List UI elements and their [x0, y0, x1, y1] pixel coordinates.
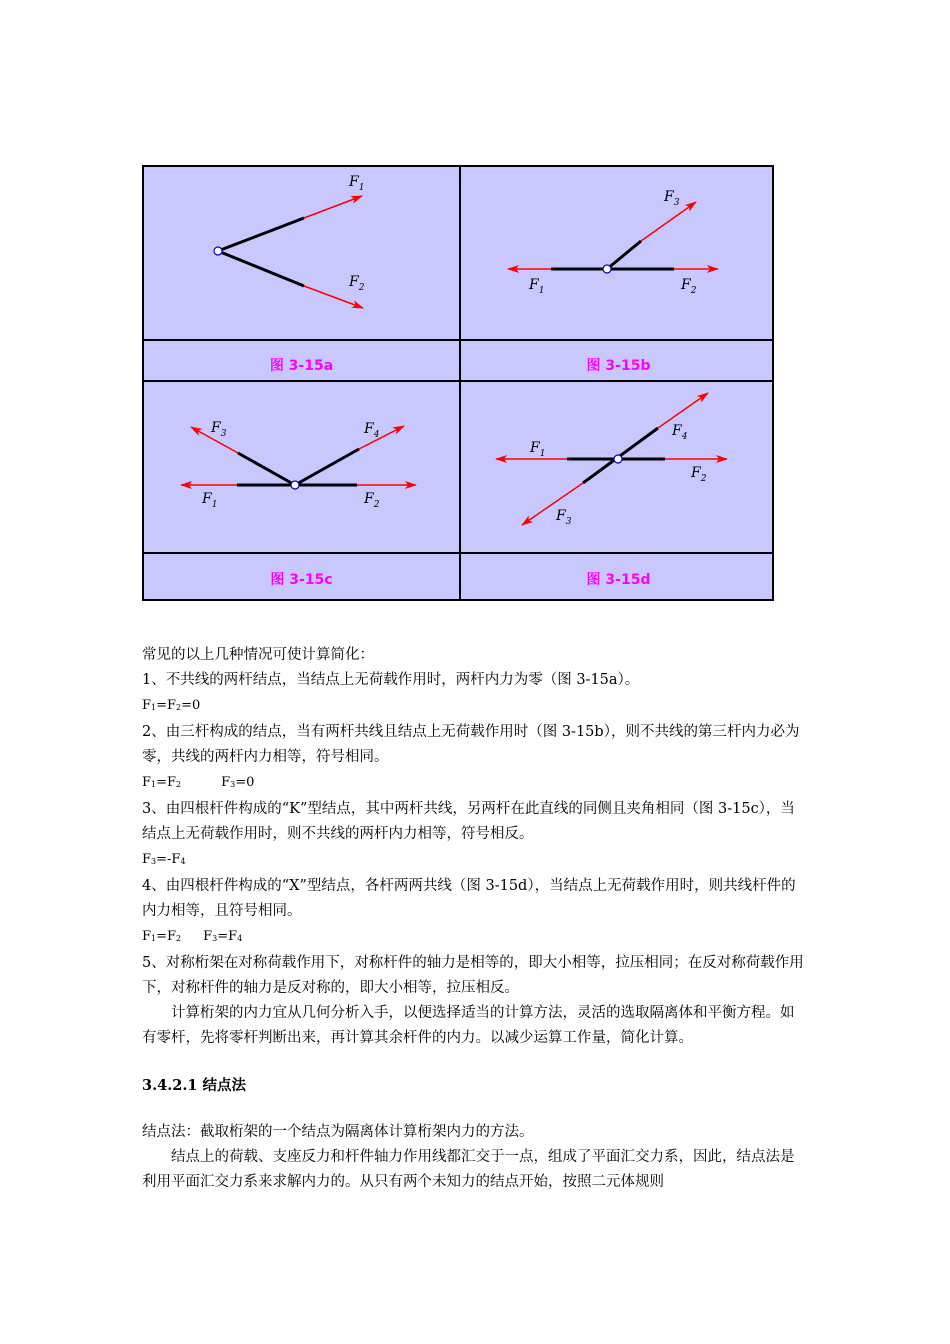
- panel-a-diagram: [214, 174, 365, 308]
- label-f3: $F_3$: [556, 508, 572, 527]
- rule-3: 3、由四根杆件构成的“K”型结点，其中两杆共线，另两杆在此直线的同侧且夹角相同（图 3-15c），当结点上无荷载作用时，则不共线的两杆内力相等，符号相反。: [142, 801, 795, 842]
- equation-3: $F_3=-F_4$: [142, 852, 186, 867]
- grid-divider-3: [144, 552, 772, 554]
- section-heading: 3.4.2.1 结点法: [142, 1077, 247, 1094]
- member-4: [295, 449, 359, 485]
- rule-1: 1、不共线的两杆结点，当结点上无荷载作用时，两杆内力为零（图 3-15a）。: [142, 672, 640, 688]
- joint-node: [214, 247, 222, 255]
- label-f1: $F_1$: [529, 277, 545, 296]
- label-f1: $F_1$: [349, 174, 365, 193]
- caption-3-15a: 图 3-15a: [269, 358, 334, 374]
- rule-4: 4、由四根杆件构成的“X”型结点，各杆两两共线（图 3-15d），当结点上无荷载作用时，则共线杆件的内力相等，且符号相同。: [142, 878, 796, 919]
- label-f2: $F_2$: [349, 274, 365, 293]
- figure-3-15: [142, 165, 774, 601]
- label-f1: $F_1$: [530, 440, 546, 459]
- force-arrow-f4: [658, 393, 708, 428]
- grid-divider-2: [144, 380, 772, 382]
- grid-divider-1: [144, 339, 772, 341]
- caption-3-15c: 图 3-15c: [270, 572, 333, 588]
- joint-node: [291, 481, 299, 489]
- caption-3-15d: 图 3-15d: [586, 572, 651, 588]
- paragraph-analysis: 计算桁架的内力宜从几何分析入手，以便选择适当的计算方法，灵活的选取隔离体和平衡方程。如有零杆，先将零杆判断出来，再计算其余杆件的内力。以减少运算工作量，简化计算。: [142, 1005, 795, 1046]
- caption-3-15b: 图 3-15b: [586, 358, 651, 374]
- rule-5: 5、对称桁架在对称荷载作用下，对称杆件的轴力是相等的，即大小相等，拉压相同；在反对称荷载作用下，对称杆件的轴力是反对称的，即大小相等，拉压相反。: [142, 955, 804, 996]
- force-arrow-f1: [304, 196, 362, 218]
- rule-2: 2、由三杆构成的结点，当有两杆共线且结点上无荷载作用时（图 3-15b），则不共线的第三杆内力必为零，共线的两杆内力相等，符号相同。: [142, 724, 800, 765]
- label-f1: $F_1$: [202, 491, 218, 510]
- force-arrow-f3: [522, 483, 583, 525]
- panel-b-diagram: [508, 189, 718, 296]
- label-f3: $F_3$: [664, 189, 680, 208]
- label-f2: $F_2$: [691, 465, 707, 484]
- label-f4: $F_4$: [672, 423, 688, 442]
- definition-line: 结点法：截取桁架的一个结点为隔离体计算桁架内力的方法。: [142, 1124, 534, 1140]
- label-f3: $F_3$: [211, 420, 227, 439]
- grid-divider-vertical: [459, 167, 461, 599]
- label-f2: $F_2$: [364, 491, 380, 510]
- equation-1: $F_1=F_2=0$: [142, 698, 201, 713]
- member-3: [607, 241, 641, 269]
- joint-node: [614, 455, 622, 463]
- equation-4: $F_1=F_2$ $F_3=F_4$: [142, 929, 243, 944]
- body-text: [142, 643, 804, 1195]
- label-f4: $F_4$: [364, 421, 380, 440]
- intro-line: 常见的以上几种情况可使计算简化：: [142, 647, 374, 663]
- panel-c-diagram: [181, 420, 416, 510]
- member-2: [218, 251, 304, 286]
- equation-2: $F_1=F_2$ $F_3=0$: [142, 775, 255, 790]
- member-3: [238, 453, 295, 485]
- paragraph-joint-method: 结点上的荷载、支座反力和杆件轴力作用线都汇交于一点，组成了平面汇交力系，因此，结点法是利用平面汇交力系来求解内力的。从只有两个未知力的结点开始，按照二元体规则: [142, 1149, 795, 1190]
- force-arrow-f3: [641, 202, 696, 241]
- joint-node: [603, 265, 611, 273]
- member-1: [218, 218, 304, 251]
- panel-d-diagram: [496, 393, 727, 527]
- label-f2: $F_2$: [681, 277, 697, 296]
